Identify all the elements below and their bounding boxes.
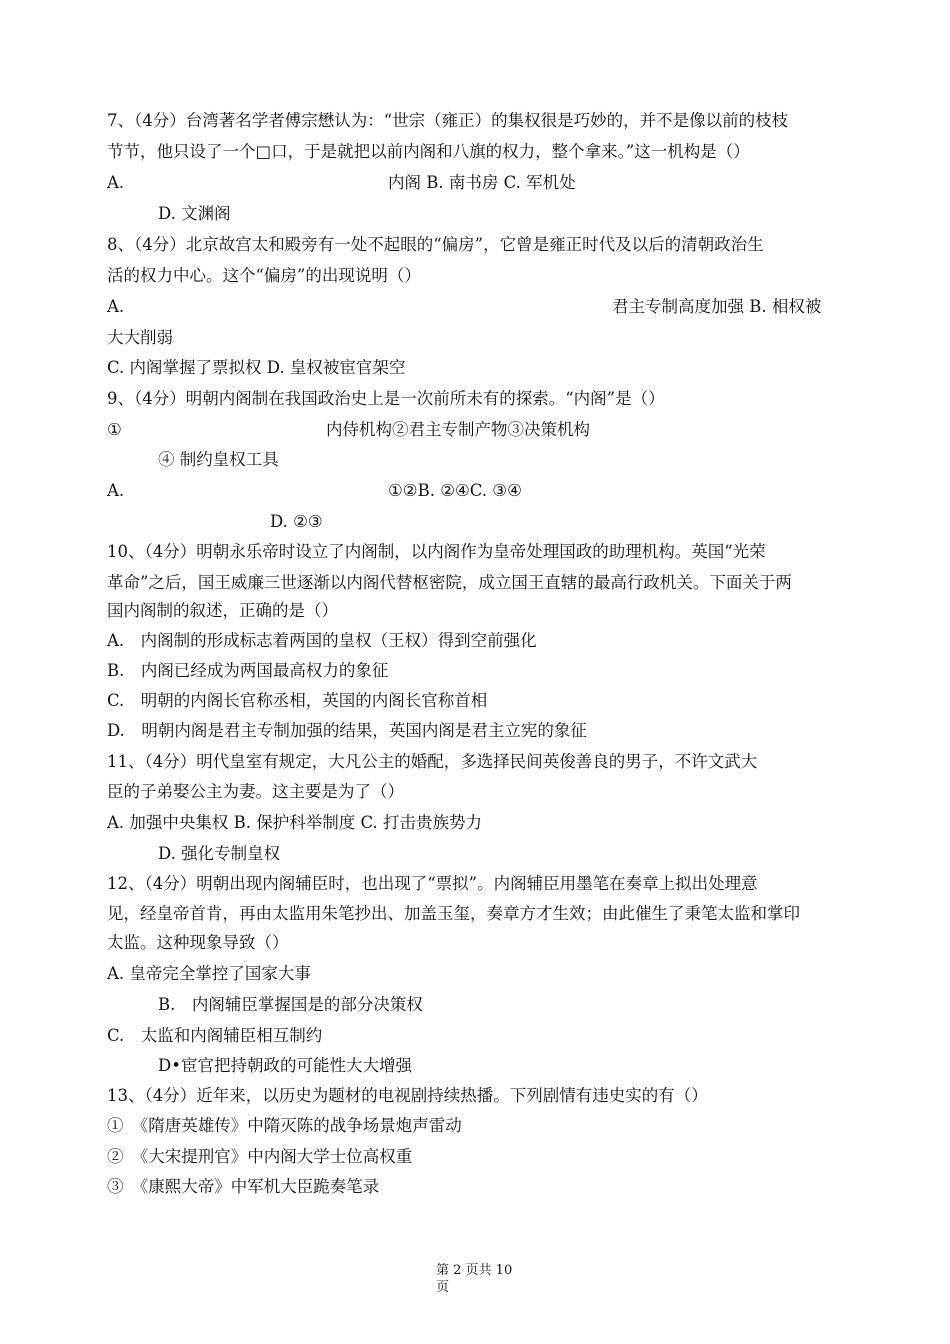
q10-option-c: C. 明朝的内阁长官称丞相，英国的内阁长官称首相 (107, 691, 488, 710)
q13-item-1: ① 《隋唐英雄传》中隋灭陈的战争场景炮声雷动 (107, 1116, 462, 1135)
q9-item-4: ④ 制约皇权工具 (158, 450, 279, 469)
q8-stem-line-2: 活的权力中心。这个“偏房”的出现说明（） (107, 266, 421, 285)
q13-item-3: ③ 《康熙大帝》中军机大臣跪奏笔录 (107, 1177, 380, 1196)
q7-option-a-label: A. (107, 173, 125, 192)
q12-stem-line-2: 见，经皇帝首肯，再由太监用朱笔抄出、加盖玉玺，奏章方才生效；由此催生了秉笔太监和掌印 (107, 904, 800, 923)
q7-options-abc: 内阁 B. 南书房 C. 军机处 (388, 173, 576, 192)
q9-item-1-label: ① (107, 420, 122, 439)
q12-option-d: D•宦官把持朝政的可能性大大增强 (158, 1056, 412, 1075)
q13-stem: 13、（4分）近年来，以历史为题材的电视剧持续热播。下列剧情有违史实的有（） (107, 1086, 708, 1105)
q9-options-abc: ①②B. ②④C. ③④ (388, 481, 522, 500)
q8-options-ab: 君主专制高度加强 B. 相权被 (612, 297, 822, 316)
q11-stem-line-2: 臣的子弟娶公主为妻。这主要是为了（） (107, 782, 404, 801)
q10-stem-line-3: 国内阁制的叙述，正确的是（） (107, 601, 338, 620)
q11-option-d: D. 强化专制皇权 (158, 844, 281, 863)
q7-stem-line-2: 节节，他只设了一个□口，于是就把以前内阁和八旗的权力，整个拿来。”这一机构是（） (107, 142, 750, 161)
q11-options-abc: A. 加强中央集权 B. 保护科举制度 C. 打击贵族势力 (107, 813, 483, 832)
page-number-line-1: 第 2 页共 10 (436, 1263, 513, 1278)
q7-stem-line-1: 7、（4分）台湾著名学者傅宗懋认为：“世宗（雍正）的集权很是巧妙的，并不是像以前的枝枝 (107, 111, 789, 130)
q12-option-c: C. 太监和内阁辅臣相互制约 (107, 1026, 323, 1045)
q7-option-d: D. 文渊阁 (158, 204, 231, 223)
q13-item-2: ② 《大宋提刑官》中内阁大学士位高权重 (107, 1147, 413, 1166)
q10-stem-line-1: 10、（4分）明朝永乐帝时设立了内阁制，以内阁作为皇帝处理国政的助理机构。英国“光荣 (107, 542, 766, 561)
q10-option-b: B. 内阁已经成为两国最高权力的象征 (107, 661, 389, 680)
q9-items-1-3: 内侍机构②君主专制产物③决策机构 (326, 420, 590, 439)
q9-stem: 9、（4分）明朝内阁制在我国政治史上是一次前所未有的探索。“内阁”是（） (107, 389, 665, 408)
q10-stem-line-2: 革命”之后，国王威廉三世逐渐以内阁代替枢密院，成立国王直辖的最高行政机关。下面关于两 (107, 573, 792, 592)
q10-option-a: A. 内阁制的形成标志着两国的皇权（王权）得到空前强化 (107, 631, 537, 650)
q12-stem-line-3: 太监。这种现象导致（） (107, 933, 289, 952)
q12-option-b: B. 内阁辅臣掌握国是的部分决策权 (158, 995, 423, 1014)
q8-stem-line-1: 8、（4分）北京故宫太和殿旁有一处不起眼的“偏房”，它曾是雍正时代及以后的清朝政治生 (107, 235, 764, 254)
q10-option-d: D. 明朝内阁是君主专制加强的结果，英国内阁是君主立宪的象征 (107, 721, 587, 740)
q9-option-d: D. ②③ (270, 512, 323, 531)
q8-options-cd: C. 内阁掌握了票拟权 D. 皇权被宦官架空 (107, 358, 406, 377)
q11-stem-line-1: 11、（4分）明代皇室有规定，大凡公主的婚配，多选择民间英俊善良的男子，不许文武大 (107, 752, 758, 771)
q9-option-a-label: A. (107, 481, 125, 500)
q8-option-b-cont: 大大削弱 (107, 328, 173, 347)
q12-option-a: A. 皇帝完全掌控了国家大事 (107, 964, 311, 983)
q8-option-a-label: A. (107, 297, 125, 316)
page-number-line-2: 页 (436, 1280, 450, 1295)
q12-stem-line-1: 12、（4分）明朝出现内阁辅臣时，也出现了“票拟”。内阁辅臣用墨笔在奏章上拟出处理意 (107, 874, 758, 893)
